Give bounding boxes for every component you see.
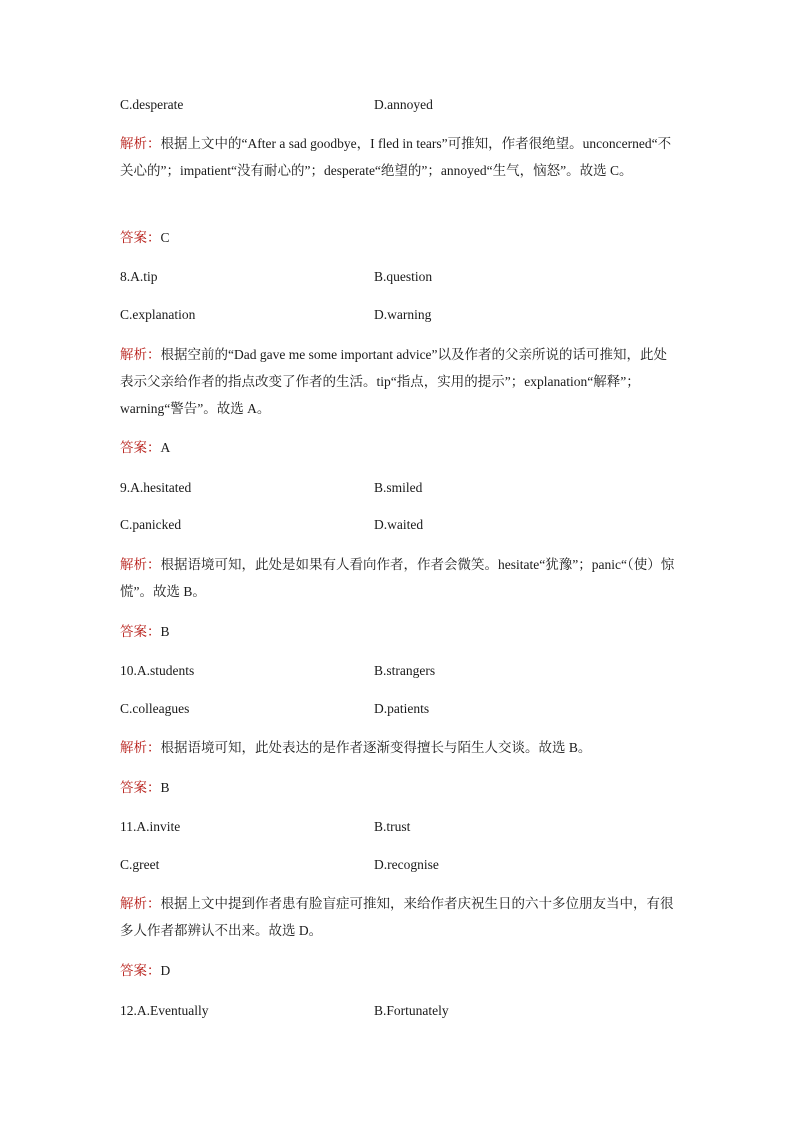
- q10-answer: [120, 779, 680, 797]
- q10-answer-value: B: [160, 780, 170, 795]
- q8-answer-value: A: [160, 440, 171, 455]
- q10-analysis-text: 根据语境可知，此处表达的是作者逐渐变得擅长与陌生人交谈。故选 B。: [160, 740, 592, 755]
- q7-analysis: [120, 130, 680, 184]
- q7-answer: [120, 229, 680, 247]
- q9-option-d: D.waited: [374, 517, 424, 532]
- q10-option-b: B.strangers: [374, 663, 436, 678]
- analysis-label: 解析：: [120, 740, 161, 755]
- q12-option-a: 12.A.Eventually: [120, 1003, 209, 1018]
- q11-analysis-text: 根据上文中提到作者患有脸盲症可推知，来给作者庆祝生日的六十多位朋友当中，有很多人作者都辨认不出来。故选 D。: [120, 896, 674, 938]
- q9-answer: [120, 623, 680, 641]
- q7-option-d: D.annoyed: [374, 97, 433, 112]
- analysis-label: 解析：: [120, 896, 161, 911]
- answer-label: 答案：: [120, 440, 161, 455]
- q11-answer-value: D: [160, 963, 171, 978]
- q8-option-d: D.warning: [374, 307, 432, 322]
- q10-option-c: C.colleagues: [120, 701, 190, 716]
- q8-option-b: B.question: [374, 269, 433, 284]
- q8-answer: [120, 439, 680, 457]
- answer-label: 答案：: [120, 963, 161, 978]
- q9-analysis: [120, 551, 680, 605]
- q9-option-a: 9.A.hesitated: [120, 480, 192, 495]
- q9-analysis-text: 根据语境可知，此处是如果有人看向作者，作者会微笑。hesitate“犹豫”；panic“（使）惊慌”。故选 B。: [120, 557, 675, 599]
- analysis-label: 解析：: [120, 136, 161, 151]
- q10-analysis: [120, 734, 680, 761]
- q8-option-c: C.explanation: [120, 307, 196, 322]
- q7-analysis-text: 根据上文中的“After a sad goodbye，I fled in tears”可推知，作者很绝望。unconcerned“不关心的”；impatient“没有耐心的”；desperate“绝望的”；annoyed“生气，恼怒”。故选 C。: [120, 136, 672, 178]
- q11-option-b: B.trust: [374, 819, 411, 834]
- analysis-label: 解析：: [120, 557, 161, 572]
- q10-option-d: D.patients: [374, 701, 430, 716]
- q11-option-a: 11.A.invite: [120, 819, 181, 834]
- q11-answer: [120, 962, 680, 980]
- q9-answer-value: B: [160, 624, 170, 639]
- q10-option-a: 10.A.students: [120, 663, 195, 678]
- q7-answer-value: C: [160, 230, 170, 245]
- analysis-label: 解析：: [120, 347, 161, 362]
- q11-analysis: [120, 890, 680, 944]
- q9-option-c: C.panicked: [120, 517, 182, 532]
- q11-option-c: C.greet: [120, 857, 160, 872]
- answer-label: 答案：: [120, 624, 161, 639]
- answer-label: 答案：: [120, 780, 161, 795]
- q7-option-c: C.desperate: [120, 97, 184, 112]
- q12-option-b: B.Fortunately: [374, 1003, 449, 1018]
- q9-option-b: B.smiled: [374, 480, 423, 495]
- q8-analysis-text: 根据空前的“Dad gave me some important advice”以及作者的父亲所说的话可推知，此处表示父亲给作者的指点改变了作者的生活。tip“指点，实用的提示”；explanation“解释”；warning“警告”。故选 A。: [120, 347, 668, 416]
- q8-analysis: [120, 341, 680, 422]
- answer-label: 答案：: [120, 230, 161, 245]
- q11-option-d: D.recognise: [374, 857, 439, 872]
- q8-option-a: 8.A.tip: [120, 269, 158, 284]
